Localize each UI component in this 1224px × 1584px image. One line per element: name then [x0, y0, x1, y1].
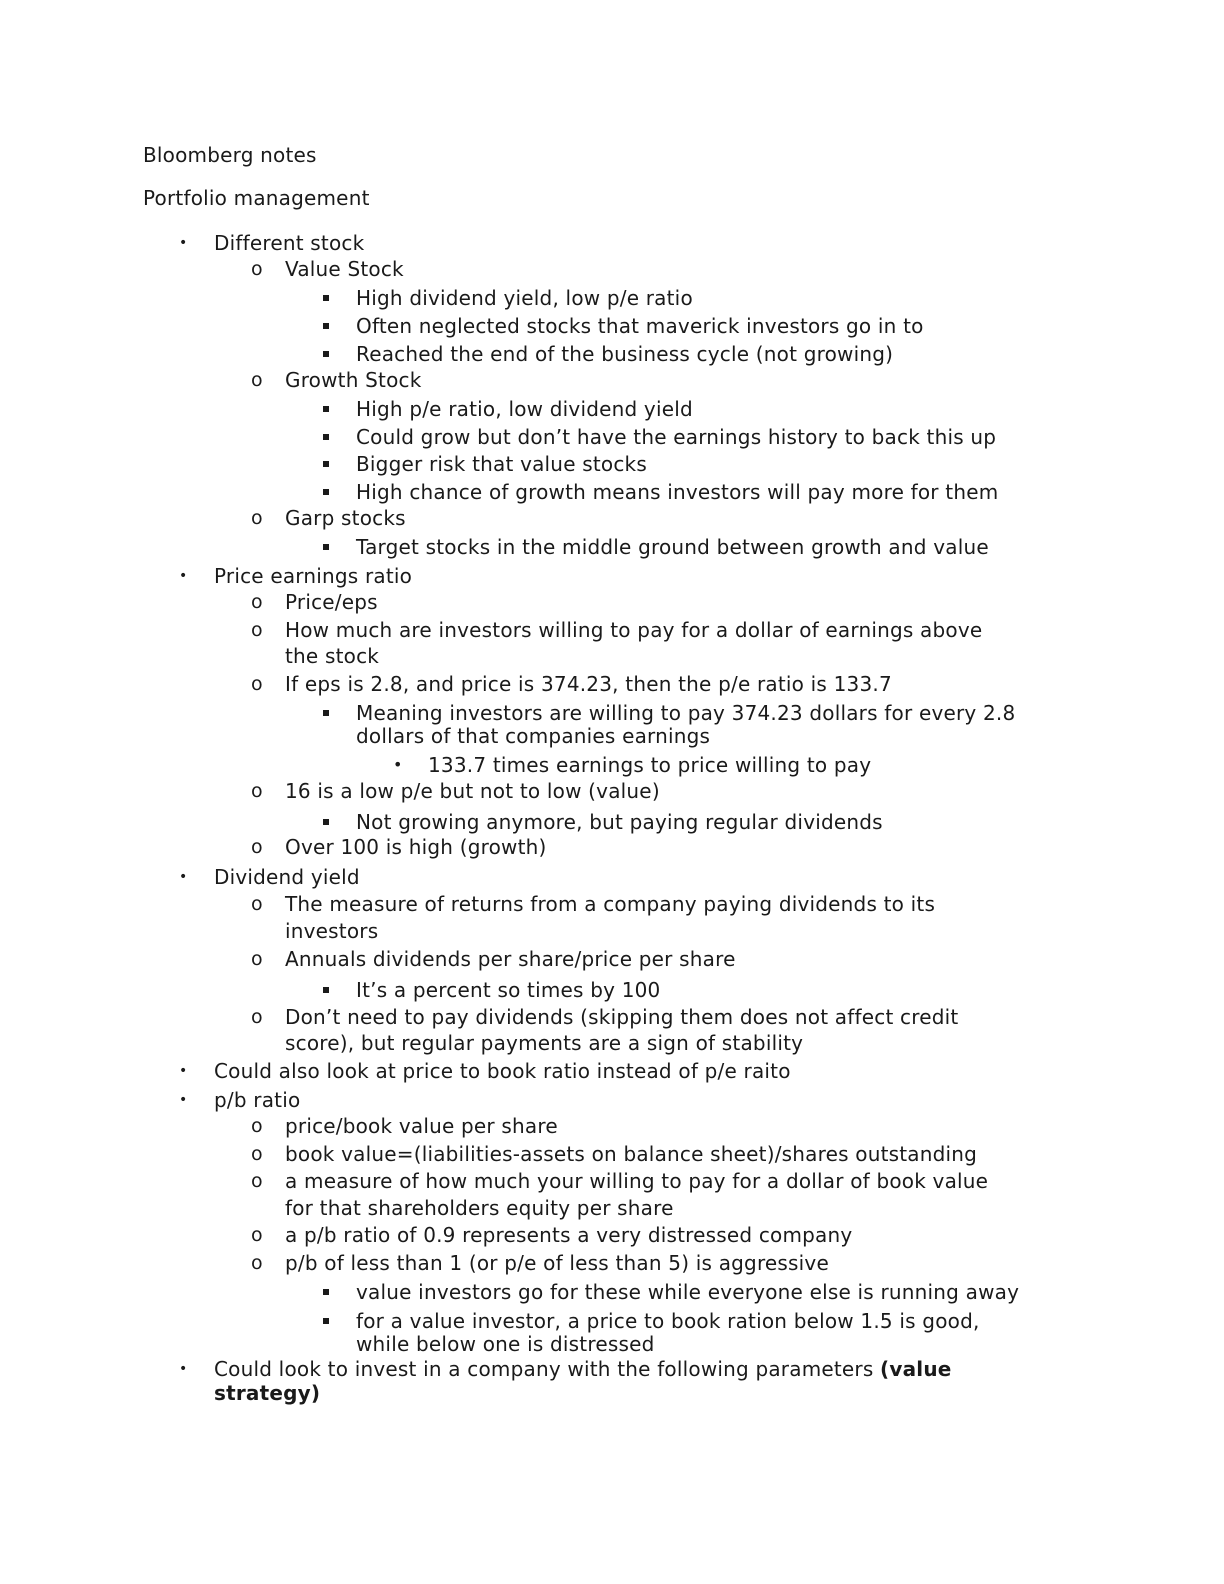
outline-point: Bigger risk that value stocks — [356, 452, 647, 476]
document-title: Bloomberg notes — [143, 143, 317, 167]
bullet-dot-icon: • — [179, 568, 188, 584]
outline-point-continuation: the stock — [285, 644, 380, 668]
invest-strategy-label-continuation: strategy) — [214, 1381, 321, 1405]
outline-point-continuation: investors — [285, 919, 379, 943]
outline-point: If eps is 2.8, and price is 374.23, then the p/e ratio is 133.7 — [285, 672, 892, 696]
bullet-dot-icon: • — [179, 869, 188, 885]
outline-point: 16 is a low p/e but not to low (value) — [285, 779, 660, 803]
outline-point: Reached the end of the business cycle (not growing) — [356, 342, 894, 366]
bullet-circle-icon: o — [251, 1006, 263, 1028]
bullet-circle-icon: o — [251, 1224, 263, 1246]
bullet-circle-icon: o — [251, 507, 263, 529]
bullet-circle-icon: o — [251, 1170, 263, 1192]
bullet-circle-icon: o — [251, 948, 263, 970]
outline-point: p/b of less than 1 (or p/e of less than 5) is aggressive — [285, 1251, 829, 1275]
outline-point: Often neglected stocks that maverick investors go in to — [356, 314, 924, 338]
outline-point: High chance of growth means investors will pay more for them — [356, 480, 999, 504]
bullet-circle-icon: o — [251, 673, 263, 695]
bullet-dot-icon: • — [179, 1361, 188, 1377]
bullet-square-icon — [323, 710, 329, 716]
invest-strategy-label: (value — [880, 1357, 952, 1381]
outline-point-continuation: for that shareholders equity per share — [285, 1196, 674, 1220]
bullet-square-icon — [323, 1289, 329, 1295]
bullet-circle-icon: o — [251, 619, 263, 641]
bullet-circle-icon: o — [251, 893, 263, 915]
outline-item-growth-stock: Growth Stock — [285, 368, 422, 392]
bullet-circle-icon: o — [251, 1143, 263, 1165]
bullet-square-icon — [323, 406, 329, 412]
outline-point-continuation: while below one is distressed — [356, 1332, 655, 1356]
bullet-dot-icon: • — [179, 235, 188, 251]
outline-point: book value=(liabilities-assets on balance sheet)/shares outstanding — [285, 1142, 978, 1166]
outline-point: How much are investors willing to pay for a dollar of earnings above — [285, 618, 983, 642]
outline-point: Don’t need to pay dividends (skipping them does not affect credit — [285, 1005, 959, 1029]
bullet-square-icon — [323, 351, 329, 357]
outline-point: Not growing anymore, but paying regular dividends — [356, 810, 883, 834]
bullet-square-icon — [323, 1318, 329, 1324]
bullet-circle-icon: o — [251, 1252, 263, 1274]
outline-point: 133.7 times earnings to price willing to pay — [428, 753, 872, 777]
outline-item-pb-ratio: p/b ratio — [214, 1088, 301, 1112]
bullet-square-icon — [323, 461, 329, 467]
outline-point: Annuals dividends per share/price per share — [285, 947, 736, 971]
outline-item-garp-stocks: Garp stocks — [285, 506, 406, 530]
outline-point: for a value investor, a price to book ration below 1.5 is good, — [356, 1309, 980, 1333]
outline-point: Target stocks in the middle ground between growth and value — [356, 535, 989, 559]
bullet-circle-icon: o — [251, 369, 263, 391]
outline-item-value-stock: Value Stock — [285, 257, 404, 281]
bullet-icon: • — [393, 755, 403, 774]
outline-point: Over 100 is high (growth) — [285, 835, 547, 859]
outline-point: High p/e ratio, low dividend yield — [356, 397, 693, 421]
bullet-square-icon — [323, 819, 329, 825]
bullet-circle-icon: o — [251, 258, 263, 280]
outline-item-invest — [214, 1357, 952, 1381]
bullet-circle-icon: o — [251, 591, 263, 613]
outline-point-continuation: dollars of that companies earnings — [356, 724, 711, 748]
bullet-circle-icon: o — [251, 780, 263, 802]
bullet-square-icon — [323, 323, 329, 329]
outline-point: Price/eps — [285, 590, 378, 614]
bullet-square-icon — [323, 295, 329, 301]
bullet-dot-icon: • — [179, 1063, 188, 1079]
outline-point: Meaning investors are willing to pay 374.23 dollars for every 2.8 — [356, 701, 1016, 725]
outline-point: High dividend yield, low p/e ratio — [356, 286, 693, 310]
outline-item-pe-ratio: Price earnings ratio — [214, 564, 413, 588]
bullet-square-icon — [323, 544, 329, 550]
bullet-square-icon — [323, 987, 329, 993]
outline-item-price-to-book-note: Could also look at price to book ratio instead of p/e raito — [214, 1059, 791, 1083]
bullet-circle-icon: o — [251, 836, 263, 858]
bullet-square-icon — [323, 434, 329, 440]
outline-item-dividend-yield: Dividend yield — [214, 865, 360, 889]
outline-point: a measure of how much your willing to pay for a dollar of book value — [285, 1169, 989, 1193]
outline-point: Could grow but don’t have the earnings history to back this up — [356, 425, 997, 449]
outline-point: price/book value per share — [285, 1114, 558, 1138]
outline-point-continuation: score), but regular payments are a sign of stability — [285, 1031, 804, 1055]
bullet-dot-icon: • — [179, 1092, 188, 1108]
outline-point: The measure of returns from a company paying dividends to its — [285, 892, 936, 916]
bullet-square-icon — [323, 489, 329, 495]
outline-point: It’s a percent so times by 100 — [356, 978, 661, 1002]
outline-item-different-stock: Different stock — [214, 231, 365, 255]
bullet-circle-icon: o — [251, 1115, 263, 1137]
document-subtitle: Portfolio management — [143, 186, 370, 210]
outline-point: a p/b ratio of 0.9 represents a very distressed company — [285, 1223, 853, 1247]
invest-text: Could look to invest in a company with the following parameters — [214, 1357, 881, 1381]
outline-point: value investors go for these while everyone else is running away — [356, 1280, 1020, 1304]
